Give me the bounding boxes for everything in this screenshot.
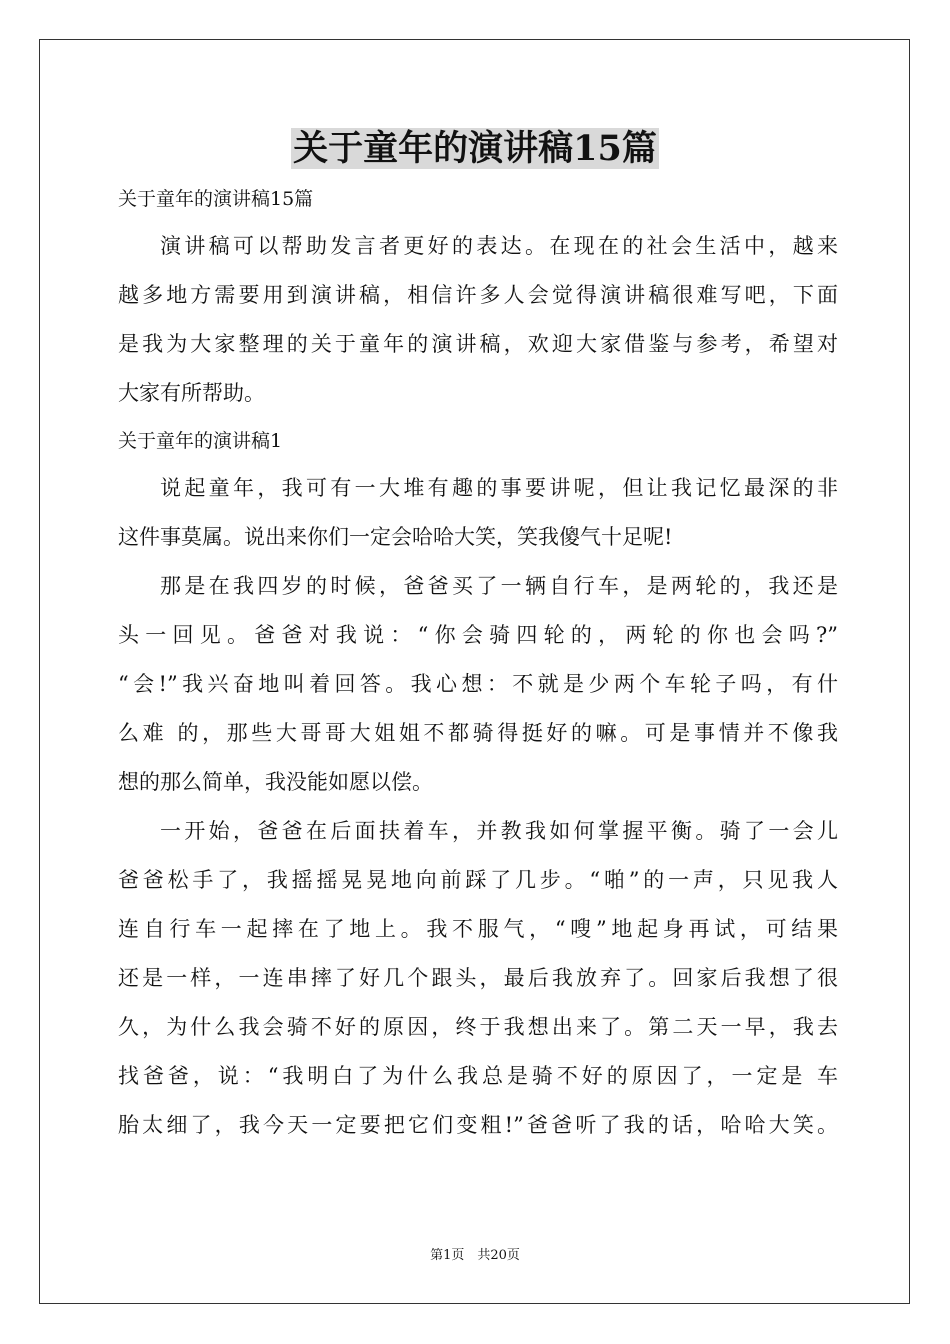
paragraph-line: 那是在我四岁的时候，爸爸买了一辆自行车，是两轮的，我还是 bbox=[160, 574, 838, 598]
paragraph-3 bbox=[118, 807, 838, 1150]
document-body bbox=[118, 176, 838, 1150]
document-title-text: 关于童年的演讲稿15篇 bbox=[293, 128, 657, 169]
section-heading: 关于童年的演讲稿1 bbox=[118, 430, 283, 452]
paragraph-line: 想的那么简单，我没能如愿以偿。 bbox=[118, 770, 433, 794]
document-subtitle: 关于童年的演讲稿15篇 bbox=[118, 188, 314, 210]
paragraph-line: 大家有所帮助。 bbox=[118, 381, 265, 405]
paragraph-line: “会!”我兴奋地叫着回答。我心想：不就是少两个车轮子吗，有什 bbox=[118, 672, 838, 696]
paragraph-line: 久，为什么我会骑不好的原因，终于我想出来了。第二天一早，我去 bbox=[118, 1015, 838, 1039]
paragraph-line: 说起童年，我可有一大堆有趣的事要讲呢，但让我记忆最深的非 bbox=[160, 476, 838, 500]
paragraph-2 bbox=[118, 562, 838, 807]
page-number: 第1页 共20页 bbox=[430, 1248, 520, 1263]
paragraph-line: 连自行车一起摔在了地上。我不服气，“嗖”地起身再试，可结果 bbox=[118, 917, 838, 941]
paragraph-line: 头一回见。爸爸对我说：“你会骑四轮的，两轮的你也会吗?” bbox=[118, 623, 838, 647]
paragraph-line: 一开始，爸爸在后面扶着车，并教我如何掌握平衡。骑了一会儿 bbox=[160, 819, 838, 843]
intro-paragraph bbox=[118, 222, 838, 418]
paragraph-line: 么难 的，那些大哥哥大姐姐不都骑得挺好的嘛。可是事情并不像我 bbox=[118, 721, 838, 745]
paragraph-line: 越多地方需要用到演讲稿，相信许多人会觉得演讲稿很难写吧，下面 bbox=[118, 283, 838, 307]
paragraph-1 bbox=[118, 464, 838, 562]
paragraph-line: 胎太细了，我今天一定要把它们变粗!”爸爸听了我的话，哈哈大笑。 bbox=[118, 1113, 838, 1137]
paragraph-line: 找爸爸，说：“我明白了为什么我总是骑不好的原因了，一定是 车 bbox=[118, 1064, 838, 1088]
document-title bbox=[0, 128, 950, 170]
paragraph-line: 这件事莫属。说出来你们一定会哈哈大笑，笑我傻气十足呢! bbox=[118, 525, 673, 549]
paragraph-line: 爸爸松手了，我摇摇晃晃地向前踩了几步。“啪”的一声，只见我人 bbox=[118, 868, 838, 892]
paragraph-line: 是我为大家整理的关于童年的演讲稿，欢迎大家借鉴与参考，希望对 bbox=[118, 332, 838, 356]
page-footer bbox=[0, 1247, 950, 1265]
paragraph-line: 演讲稿可以帮助发言者更好的表达。在现在的社会生活中，越来 bbox=[160, 234, 838, 258]
paragraph-line: 还是一样，一连串摔了好几个跟头，最后我放弃了。回家后我想了很 bbox=[118, 966, 838, 990]
